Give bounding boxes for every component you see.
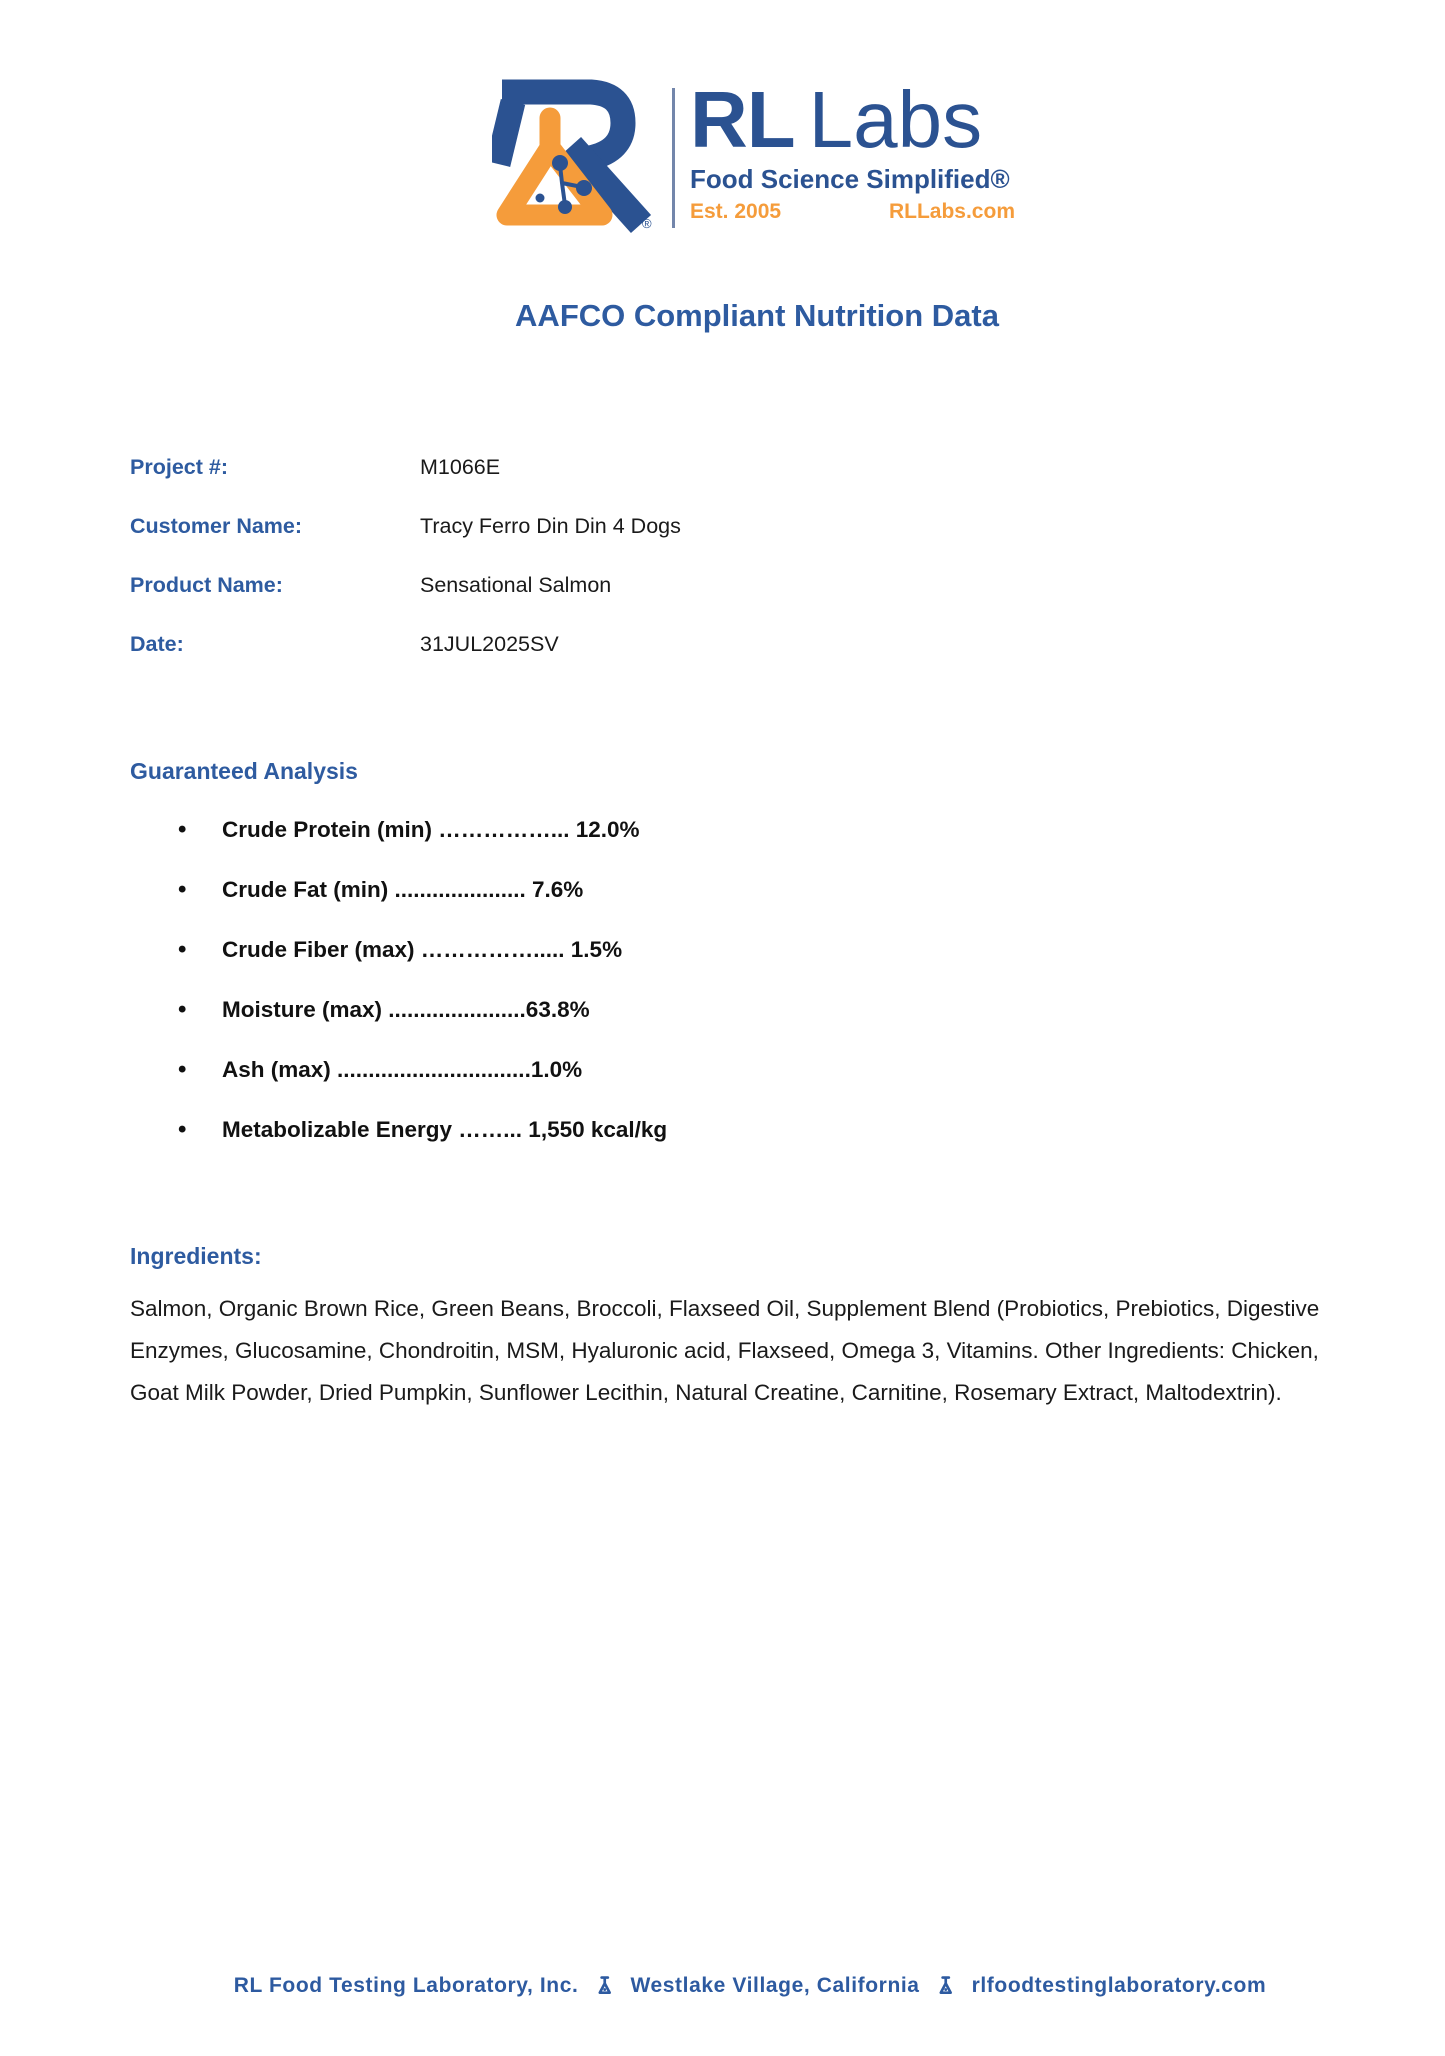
analysis-item-text: Metabolizable Energy ……... 1,550 kcal/kg	[222, 1117, 668, 1142]
footer-location: Westlake Village, California	[630, 1974, 920, 1997]
logo-name-bold: RL	[690, 75, 795, 164]
info-row-project	[130, 455, 681, 477]
info-row-date	[130, 632, 681, 654]
logo-tagline: Food Science Simplified®	[690, 164, 1010, 194]
analysis-item-text: Moisture (max) ......................63.8%	[222, 997, 590, 1022]
analysis-item-text: Crude Fat (min) ..................... 7.6%	[222, 877, 584, 902]
logo-est-label: Est. 2005	[690, 200, 782, 223]
registered-trademark-glyph: ®	[642, 216, 652, 231]
date-value: 31JUL2025SV	[420, 632, 559, 656]
analysis-item-text: Ash (max) ...............................1.0%	[222, 1057, 583, 1082]
list-item	[178, 938, 667, 962]
analysis-item-text: Crude Fiber (max) ……………..... 1.5%	[222, 937, 623, 962]
flask-separator-icon	[596, 1975, 612, 1997]
list-item	[178, 1058, 667, 1082]
product-name-label: Product Name:	[130, 573, 283, 597]
list-item	[178, 878, 667, 902]
customer-name-label: Customer Name:	[130, 514, 303, 538]
list-item	[178, 1118, 667, 1142]
project-number-label: Project #:	[130, 455, 228, 479]
logo-subline	[690, 200, 1015, 224]
footer-website: rlfoodtestinglaboratory.com	[971, 1974, 1267, 1997]
rl-flask-logo-mark	[492, 56, 664, 234]
info-row-customer	[130, 514, 681, 536]
info-row-product	[130, 573, 681, 595]
date-label: Date:	[130, 632, 184, 656]
page-footer	[234, 1974, 1267, 1998]
project-info	[130, 455, 681, 691]
footer-company: RL Food Testing Laboratory, Inc.	[233, 1974, 579, 1997]
logo-name-light: Labs	[808, 75, 983, 164]
guaranteed-analysis-list	[178, 818, 667, 1178]
analysis-item-text: Crude Protein (min) ……………... 12.0%	[222, 817, 640, 842]
logo-name	[690, 75, 1015, 164]
logo-divider	[672, 88, 675, 228]
ingredients-paragraph: Salmon, Organic Brown Rice, Green Beans, Broccoli, Flaxseed Oil, Supplement Blend (Probiotics, Prebiotics, Digestive Enzymes, Glucosamine, Chondroitin, MSM, Hyaluronic acid, Flaxseed, Omega 3, Vitamins. Other Ingredients: Chicken, Goat Milk Powder, Dried Pumpkin, Sunflower Lecithin, Natural Creatine, Carnitine, Rosemary Extract, Maltodextrin).	[130, 1296, 1320, 1405]
project-number-value: M1066E	[420, 455, 501, 479]
list-item	[178, 998, 667, 1022]
customer-name-value: Tracy Ferro Din Din 4 Dogs	[420, 514, 681, 538]
rl-labs-logotype	[690, 75, 1015, 224]
product-name-value: Sensational Salmon	[420, 573, 612, 597]
list-item	[178, 818, 667, 842]
ingredients-heading: Ingredients:	[130, 1243, 262, 1269]
flask-separator-icon	[938, 1975, 954, 1997]
page-title: AAFCO Compliant Nutrition Data	[515, 298, 999, 333]
guaranteed-analysis-heading: Guaranteed Analysis	[130, 758, 358, 784]
logo-website-label: RLLabs.com	[888, 200, 1015, 223]
